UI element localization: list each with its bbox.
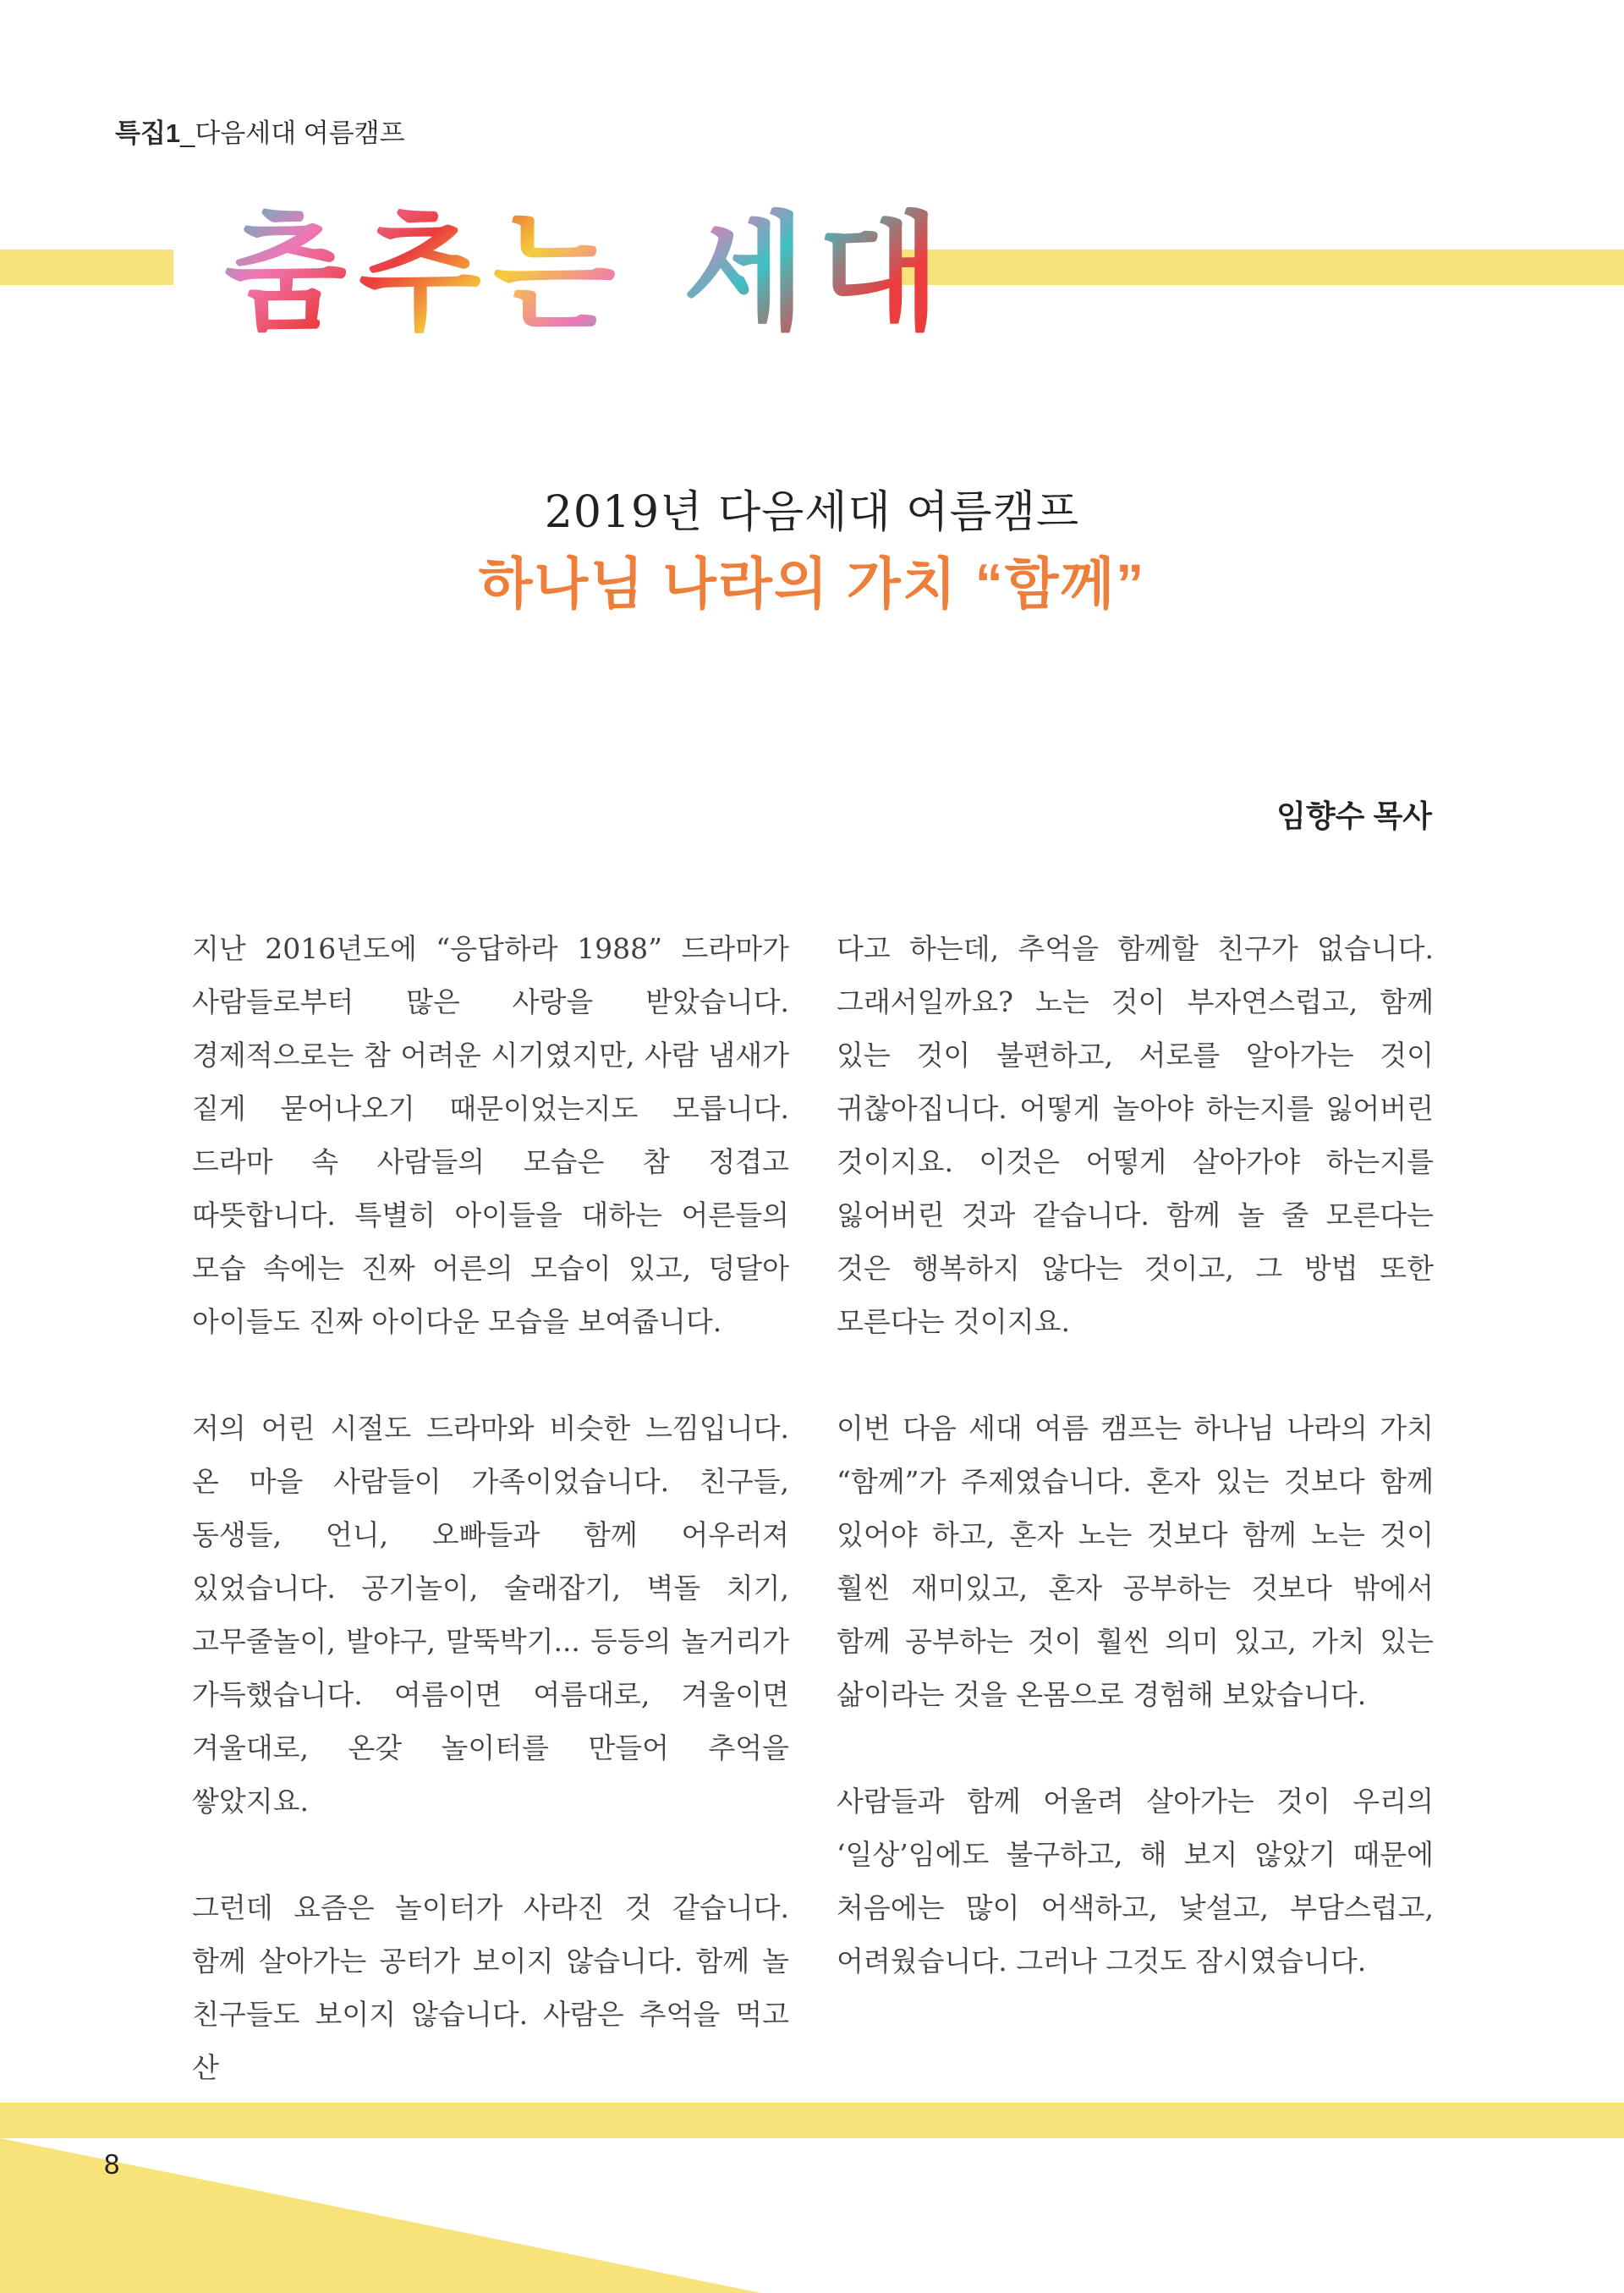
section-title: _다음세대 여름캠프	[180, 118, 405, 148]
section-label	[115, 112, 405, 150]
page-number: 8	[104, 2148, 120, 2180]
body-column-left	[192, 922, 789, 2148]
paragraph: 그런데 요즘은 놀이터가 사라진 것 같습니다. 함께 살아가는 공터가 보이지 않습니다. 함께 놀 친구들도 보이지 않습니다. 사람은 추억을 먹고 산	[192, 1891, 789, 2084]
paragraph: 지난 2016년도에 “응답하라 1988” 드라마가 사람들로부터 많은 사랑을 받았습니다. 경제적으로는 참 어려운 시기였지만, 사람 냄새가 짙게 묻어나오기 때문이었는지도 모릅니다. 드라마 속 사람들의 모습은 참 정겹고 따뜻합니다. 특별히 아이들을 대하는 어른들의 모습 속에는 진짜 어른의 모습이 있고, 덩달아 아이들도 진짜 아이다운 모습을 보여줍니다.	[192, 932, 789, 1338]
paragraph: 이번 다음 세대 여름 캠프는 하나님 나라의 가치 “함께”가 주제였습니다. 혼자 있는 것보다 함께 있어야 하고, 혼자 노는 것보다 함께 노는 것이 훨씬 재미있고, 혼자 공부하는 것보다 밖에서 함께 공부하는 것이 훨씬 의미 있고, 가치 있는 삶이라는 것을 온몸으로 경험해 보았습니다.	[837, 1412, 1434, 1711]
author-name: 임향수 목사	[1276, 798, 1432, 833]
body-column-right	[837, 922, 1434, 2041]
decorative-bar-right	[897, 250, 1624, 285]
decorative-title	[224, 161, 952, 381]
paragraph: 저의 어린 시절도 드라마와 비슷한 느낌입니다. 온 마을 사람들이 가족이었습니다. 친구들, 동생들, 언니, 오빠들과 함께 어우러져 있었습니다. 공기놀이, 술래잡기, 벽돌 치기, 고무줄놀이, 발야구, 말뚝박기... 등등의 놀거리가 가득했습니다. 여름이면 여름대로, 겨울이면 겨울대로, 온갖 놀이터를 만들어 추억을 쌓았지요.	[192, 1412, 789, 1818]
decorative-bar-left	[0, 250, 173, 285]
paragraph: 사람들과 함께 어울려 살아가는 것이 우리의 ‘일상’임에도 불구하고, 해 보지 않았기 때문에 처음에는 많이 어색하고, 낯설고, 부담스럽고, 어려웠습니다. 그러나 그것도 잠시였습니다.	[837, 1785, 1434, 1978]
section-number: 특집1	[115, 118, 181, 148]
decorative-title-text: 춤추는 세대	[224, 200, 952, 348]
paragraph: 다고 하는데, 추억을 함께할 친구가 없습니다. 그래서일까요? 노는 것이 부자연스럽고, 함께 있는 것이 불편하고, 서로를 알아가는 것이 귀찮아집니다. 어떻게 놀아야 하는지를 잃어버린 것이지요. 이것은 어떻게 살아가야 하는지를 잃어버린 것과 같습니다. 함께 놀 줄 모른다는 것은 행복하지 않다는 것이고, 그 방법 또한 모른다는 것이지요.	[837, 932, 1434, 1338]
decorative-bar-bottom	[0, 2103, 1624, 2138]
headline: 하나님 나라의 가치 “함께”	[478, 552, 1146, 615]
subtitle: 2019년 다음세대 여름캠프	[544, 487, 1080, 538]
